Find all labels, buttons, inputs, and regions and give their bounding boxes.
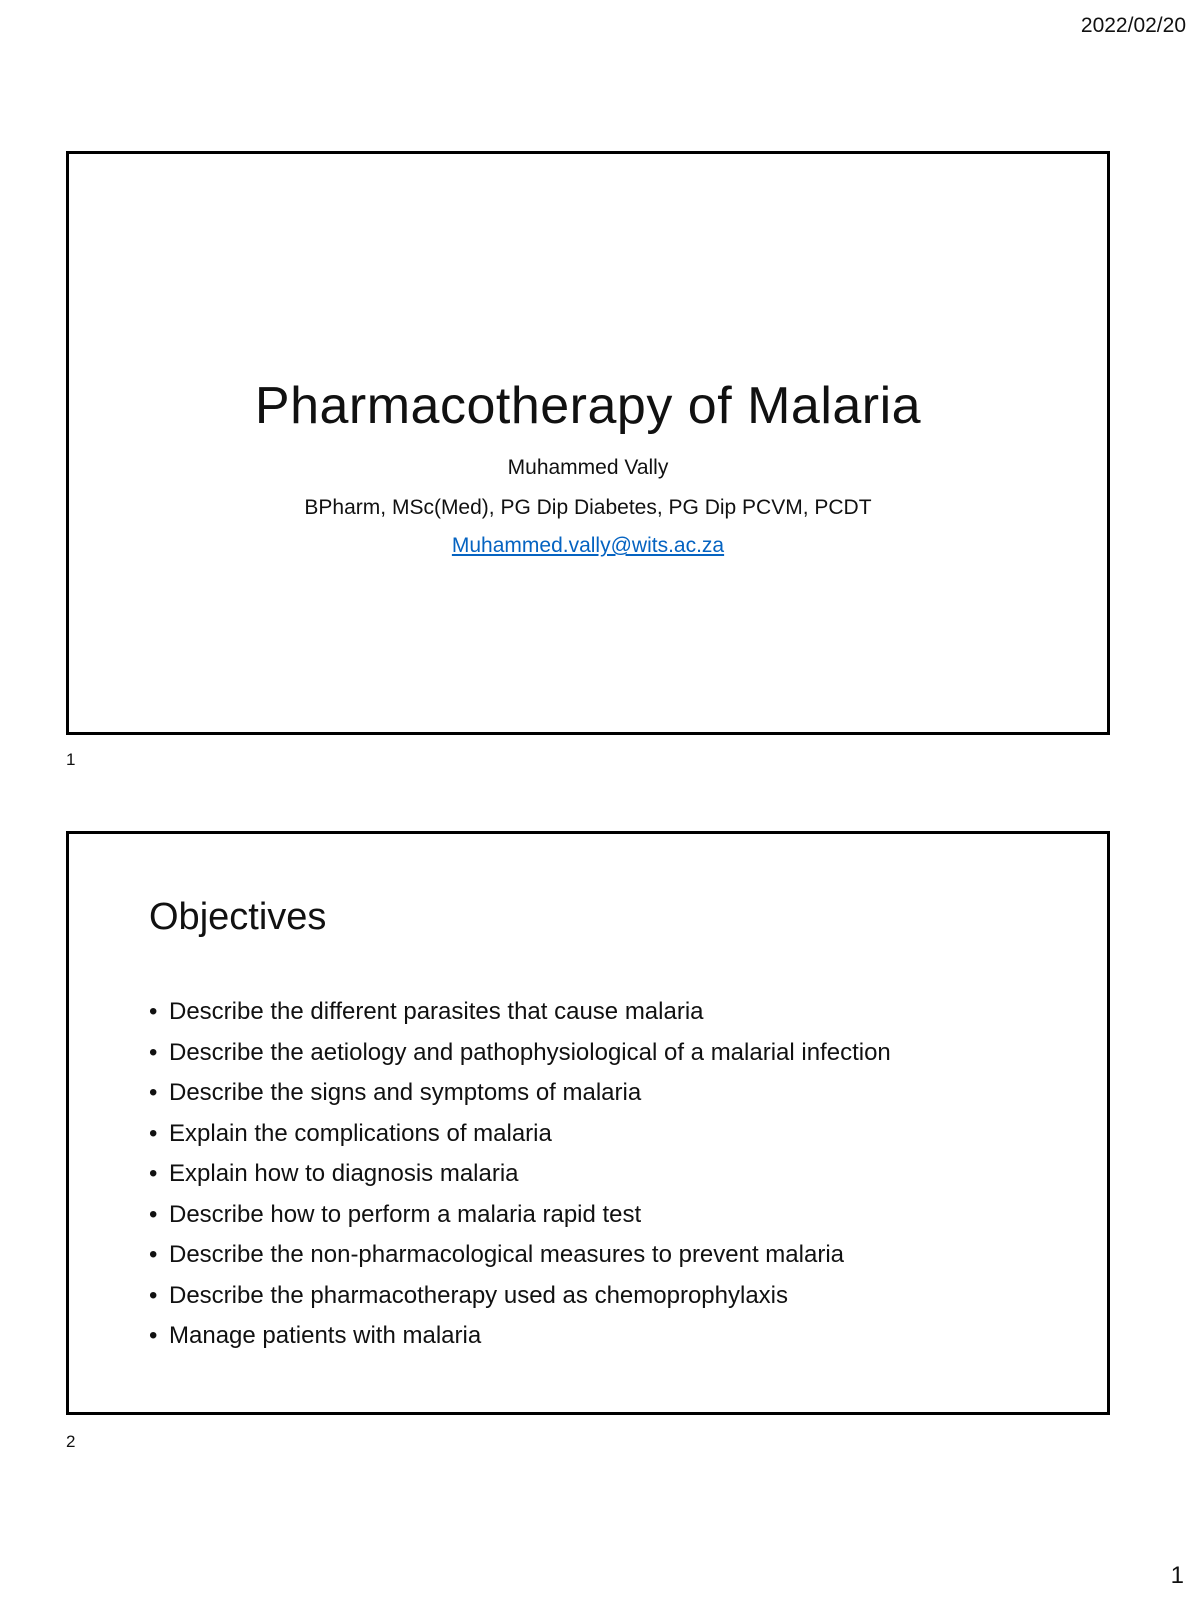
bullet-icon: •	[149, 1079, 158, 1106]
list-item	[149, 1114, 891, 1155]
bullet-icon: •	[149, 1160, 158, 1187]
list-item	[149, 1195, 891, 1236]
objectives-title: Objectives	[149, 896, 327, 938]
list-item	[149, 1033, 891, 1074]
bullet-icon: •	[149, 1281, 158, 1309]
bullet-icon: •	[149, 1200, 158, 1228]
bullet-icon: •	[149, 1038, 158, 1066]
objective-text: Describe the signs and symptoms of malaria	[169, 1079, 642, 1106]
objective-text: Describe the aetiology and pathophysiological of a malarial infection	[169, 1038, 891, 1066]
bullet-icon: •	[149, 998, 158, 1025]
list-item	[149, 1073, 891, 1114]
list-item	[149, 1316, 891, 1357]
objective-text: Describe how to perform a malaria rapid test	[169, 1200, 642, 1228]
objectives-list	[149, 992, 891, 1357]
bullet-icon: •	[149, 1322, 158, 1349]
title-block	[69, 376, 1107, 560]
objective-text: Describe the different parasites that cause malaria	[169, 998, 704, 1025]
slide-number: 2	[66, 1432, 76, 1451]
objective-text: Describe the pharmacotherapy used as chemoprophylaxis	[169, 1281, 788, 1309]
bullet-icon: •	[149, 1241, 158, 1268]
author-email-link[interactable]: Muhammed.vally@wits.ac.za	[451, 534, 725, 557]
objective-text: Describe the non-pharmacological measures to prevent malaria	[169, 1241, 844, 1268]
slide-objectives	[66, 831, 1110, 1415]
objective-text: Manage patients with malaria	[169, 1322, 482, 1349]
page-number: 1	[1170, 1562, 1184, 1589]
author-name: Muhammed Vally	[507, 456, 669, 479]
list-item	[149, 1276, 891, 1317]
author-credentials: BPharm, MSc(Med), PG Dip Diabetes, PG Dip PCVM, PCDT	[304, 496, 872, 519]
page-date: 2022/02/20	[1080, 14, 1186, 37]
objective-text: Explain how to diagnosis malaria	[169, 1160, 519, 1187]
list-item	[149, 1235, 891, 1276]
slide-title	[66, 151, 1110, 735]
bullet-icon: •	[149, 1119, 158, 1147]
presentation-title: Pharmacotherapy of Malaria	[254, 377, 922, 435]
slide-number: 1	[66, 750, 76, 769]
objective-text: Explain the complications of malaria	[169, 1119, 552, 1147]
list-item	[149, 1154, 891, 1195]
list-item	[149, 992, 891, 1033]
